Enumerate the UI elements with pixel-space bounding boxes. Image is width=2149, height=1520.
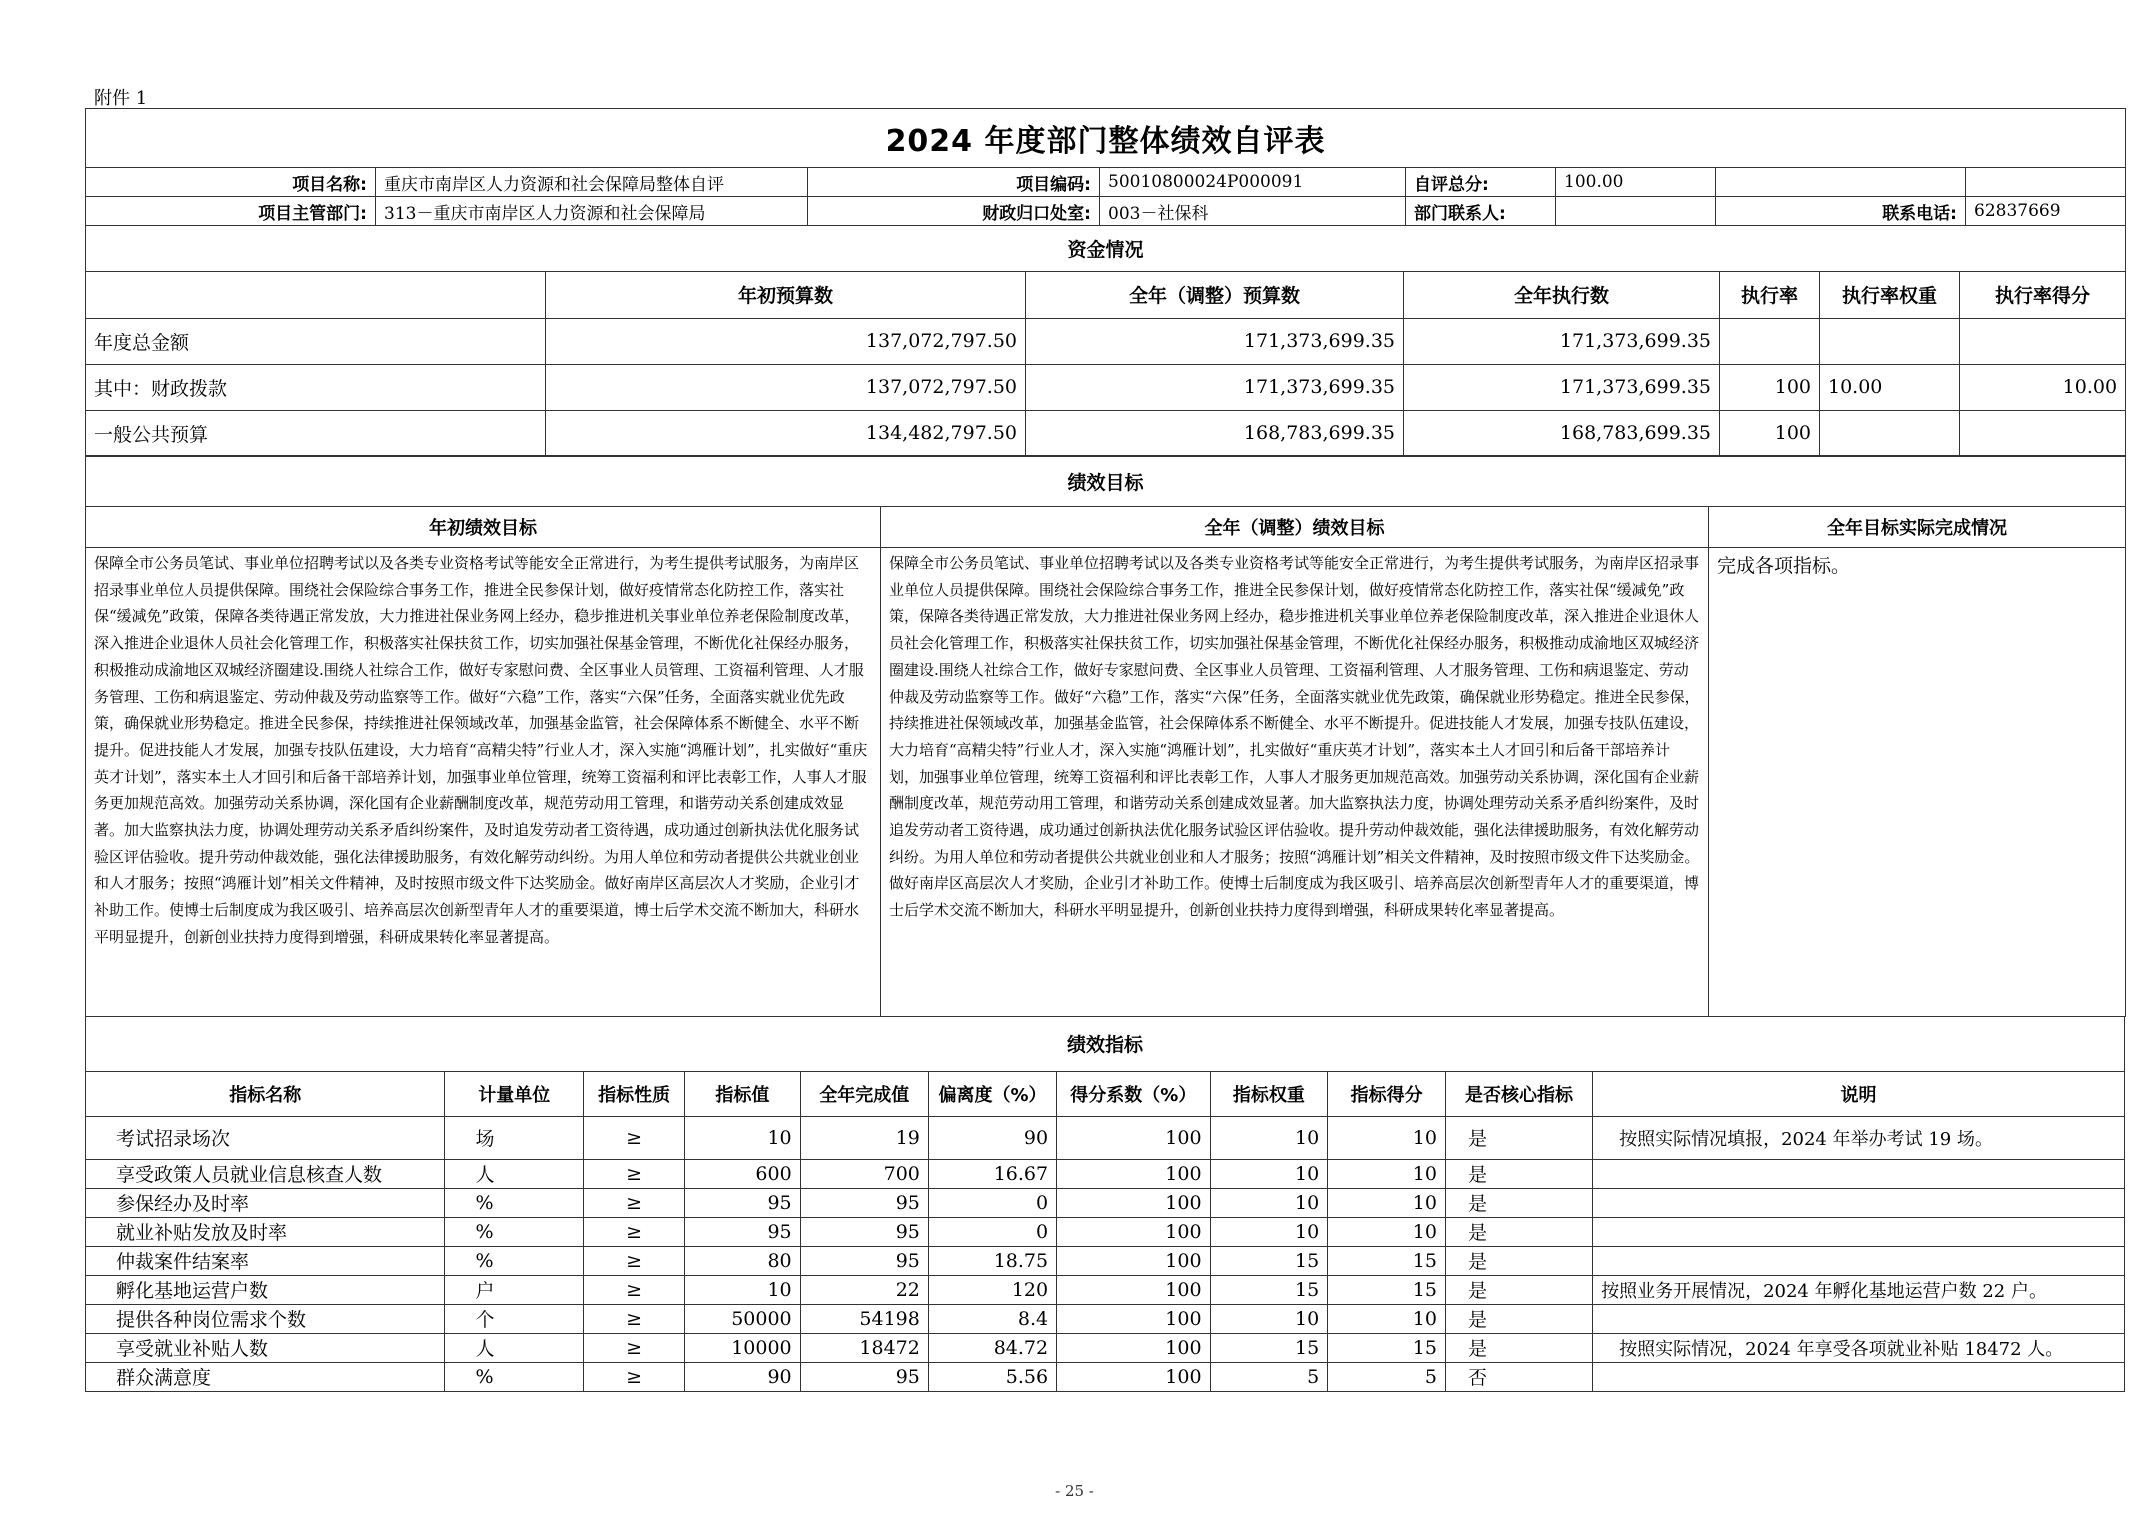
indicator-coef: 100 bbox=[1057, 1217, 1210, 1246]
indicator-core: 是 bbox=[1445, 1159, 1592, 1188]
indicator-deviation: 16.67 bbox=[928, 1159, 1056, 1188]
indicator-nature: ≥ bbox=[584, 1188, 685, 1217]
indicator-unit: 人 bbox=[445, 1333, 584, 1362]
project-code-value: 50010800024P000091 bbox=[1100, 168, 1406, 197]
empty-cell bbox=[86, 1391, 2125, 1432]
indicator-note bbox=[1593, 1246, 2125, 1275]
fund-rate: 100 bbox=[1720, 410, 1820, 456]
funds-table bbox=[85, 225, 2126, 457]
indicator-actual: 22 bbox=[800, 1275, 928, 1304]
indicator-unit: 人 bbox=[445, 1159, 584, 1188]
fund-name: 年度总金额 bbox=[86, 318, 546, 364]
contact-label: 部门联系人: bbox=[1406, 197, 1556, 226]
fund-executed: 171,373,699.35 bbox=[1404, 364, 1720, 410]
table-row bbox=[86, 1246, 2125, 1275]
indicator-core: 是 bbox=[1445, 1116, 1592, 1159]
indicator-weight: 10 bbox=[1210, 1304, 1328, 1333]
indicator-col-header: 说明 bbox=[1593, 1071, 2125, 1116]
indicator-core: 是 bbox=[1445, 1275, 1592, 1304]
indicator-nature: ≥ bbox=[584, 1275, 685, 1304]
finance-label: 财政归口处室: bbox=[808, 197, 1100, 226]
indicators-table bbox=[85, 1016, 2125, 1432]
project-code-label: 项目编码: bbox=[808, 168, 1100, 197]
finance-value: 003－社保科 bbox=[1100, 197, 1406, 226]
indicator-deviation: 0 bbox=[928, 1217, 1056, 1246]
indicator-target: 95 bbox=[685, 1188, 801, 1217]
indicator-unit: 个 bbox=[445, 1304, 584, 1333]
indicator-note: 按照实际情况填报，2024 年举办考试 19 场。 bbox=[1593, 1116, 2125, 1159]
score-value: 100.00 bbox=[1556, 168, 1716, 197]
indicator-actual: 19 bbox=[800, 1116, 928, 1159]
indicator-weight: 10 bbox=[1210, 1116, 1328, 1159]
indicator-note: 按照业务开展情况，2024 年孵化基地运营户数 22 户。 bbox=[1593, 1275, 2125, 1304]
fund-weight bbox=[1820, 318, 1960, 364]
table-row bbox=[86, 1188, 2125, 1217]
indicator-core: 是 bbox=[1445, 1217, 1592, 1246]
goals-table bbox=[85, 455, 2126, 1017]
indicator-score: 10 bbox=[1328, 1304, 1446, 1333]
indicator-core: 否 bbox=[1445, 1362, 1592, 1391]
indicator-name: 群众满意度 bbox=[86, 1362, 445, 1391]
fund-score bbox=[1960, 410, 2126, 456]
goals-section-title: 绩效目标 bbox=[86, 456, 2126, 507]
initial-goal-text: 保障全市公务员笔试、事业单位招聘考试以及各类专业资格考试等能安全正常进行，为考生提供考试服务，为南岸区招录事业单位人员提供保障。围绕社会保险综合事务工作，推进全民参保计划，做好疫情常态化防控工作，落实社保“缓减免”政策，保障各类待遇正常发放，大力推进社保业务网上经办，稳步推进机关事业单位养老保险制度改革，深入推进企业退休人员社会化管理工作，积极落实社保扶贫工作，切实加强社保基金管理，不断优化社保经办服务，积极推动成渝地区双城经济圈建设.围绕人社综合工作，做好专家慰问费、全区事业人员管理、工资福利管理、人才服务管理、工伤和病退鉴定、劳动仲裁及劳动监察等工作。做好“六稳”工作，落实“六保”任务，全面落实就业优先政策，确保就业形势稳定。推进全民参保，持续推进社保领域改革，加强基金监管，社会保障体系不断健全、水平不断提升。促进技能人才发展，加强专技队伍建设，大力培育“高精尖特”行业人才，深入实施“鸿雁计划”，扎实做好“重庆英才计划”，落实本土人才回引和后备干部培养计划，加强事业单位管理，统筹工资福利和评比表彰工作，人事人才服务更加规范高效。加强劳动关系协调，深化国有企业薪酬制度改革，规范劳动用工管理，和谐劳动关系创建成效显著。加大监察执法力度，协调处理劳动关系矛盾纠纷案件，及时追发劳动者工资待遇，成功通过创新执法优化服务试验区评估验收。提升劳动仲裁效能，强化法律援助服务，有效化解劳动纠纷。为用人单位和劳动者提供公共就业创业和人才服务；按照“鸿雁计划”相关文件精神，及时按照市级文件下达奖励金。做好南岸区高层次人才奖励，企业引才补助工作。使博士后制度成为我区吸引、培养高层次创新型青年人才的重要渠道，博士后学术交流不断加大，科研水平明显提升，创新创业扶持力度得到增强，科研成果转化率显著提高。 bbox=[86, 548, 881, 1017]
indicator-col-header: 计量单位 bbox=[445, 1071, 584, 1116]
indicator-actual: 95 bbox=[800, 1362, 928, 1391]
indicator-note bbox=[1593, 1159, 2125, 1188]
indicator-nature: ≥ bbox=[584, 1304, 685, 1333]
indicator-target: 95 bbox=[685, 1217, 801, 1246]
fund-weight: 10.00 bbox=[1820, 364, 1960, 410]
indicator-weight: 10 bbox=[1210, 1188, 1328, 1217]
indicator-col-header: 指标权重 bbox=[1210, 1071, 1328, 1116]
indicator-name: 考试招录场次 bbox=[86, 1116, 445, 1159]
indicator-core: 是 bbox=[1445, 1188, 1592, 1217]
indicator-weight: 10 bbox=[1210, 1217, 1328, 1246]
indicator-coef: 100 bbox=[1057, 1275, 1210, 1304]
funds-col-header: 全年执行数 bbox=[1404, 271, 1720, 318]
table-row bbox=[86, 1304, 2125, 1333]
empty-cell bbox=[1966, 168, 2126, 197]
fund-rate: 100 bbox=[1720, 364, 1820, 410]
indicator-score: 10 bbox=[1328, 1159, 1446, 1188]
indicator-weight: 5 bbox=[1210, 1362, 1328, 1391]
page-number: - 25 - bbox=[1055, 1482, 1094, 1500]
indicator-target: 90 bbox=[685, 1362, 801, 1391]
indicator-actual: 95 bbox=[800, 1188, 928, 1217]
indicator-deviation: 84.72 bbox=[928, 1333, 1056, 1362]
contact-value bbox=[1556, 197, 1716, 226]
indicator-name: 参保经办及时率 bbox=[86, 1188, 445, 1217]
indicator-deviation: 18.75 bbox=[928, 1246, 1056, 1275]
indicator-coef: 100 bbox=[1057, 1159, 1210, 1188]
dept-label: 项目主管部门: bbox=[86, 197, 376, 226]
indicator-target: 80 bbox=[685, 1246, 801, 1275]
indicator-unit: % bbox=[445, 1188, 584, 1217]
indicator-col-header: 指标名称 bbox=[86, 1071, 445, 1116]
indicator-actual: 18472 bbox=[800, 1333, 928, 1362]
indicator-core: 是 bbox=[1445, 1246, 1592, 1275]
indicator-note bbox=[1593, 1362, 2125, 1391]
indicator-unit: 户 bbox=[445, 1275, 584, 1304]
fund-adjusted: 171,373,699.35 bbox=[1026, 364, 1404, 410]
empty-cell bbox=[1716, 168, 1966, 197]
indicator-nature: ≥ bbox=[584, 1246, 685, 1275]
indicator-core: 是 bbox=[1445, 1333, 1592, 1362]
indicator-coef: 100 bbox=[1057, 1362, 1210, 1391]
indicator-coef: 100 bbox=[1057, 1188, 1210, 1217]
indicator-name: 孵化基地运营户数 bbox=[86, 1275, 445, 1304]
fund-name: 其中：财政拨款 bbox=[86, 364, 546, 410]
indicator-name: 提供各种岗位需求个数 bbox=[86, 1304, 445, 1333]
adjusted-goal-text: 保障全市公务员笔试、事业单位招聘考试以及各类专业资格考试等能安全正常进行，为考生提供考试服务，为南岸区招录事业单位人员提供保障。围绕社会保险综合事务工作，推进全民参保计划，做好疫情常态化防控工作，落实社保“缓减免”政策，保障各类待遇正常发放，大力推进社保业务网上经办，稳步推进机关事业单位养老保险制度改革，深入推进企业退休人员社会化管理工作，积极落实社保扶贫工作，切实加强社保基金管理，不断优化社保经办服务，积极推动成渝地区双城经济圈建设.围绕人社综合工作，做好专家慰问费、全区事业人员管理、工资福利管理、人才服务管理、工伤和病退鉴定、劳动仲裁及劳动监察等工作。做好“六稳”工作，落实“六保”任务，全面落实就业优先政策，确保就业形势稳定。推进全民参保，持续推进社保领域改革，加强基金监管，社会保障体系不断健全、水平不断提升。促进技能人才发展，加强专技队伍建设，大力培育“高精尖特”行业人才，深入实施“鸿雁计划”，扎实做好“重庆英才计划”，落实本土人才回引和后备干部培养计划，加强事业单位管理，统筹工资福利和评比表彰工作，人事人才服务更加规范高效。加强劳动关系协调，深化国有企业薪酬制度改革，规范劳动用工管理，和谐劳动关系创建成效显著。加大监察执法力度，协调处理劳动关系矛盾纠纷案件，及时追发劳动者工资待遇，成功通过创新执法优化服务试验区评估验收。提升劳动仲裁效能，强化法律援助服务，有效化解劳动纠纷。为用人单位和劳动者提供公共就业创业和人才服务；按照“鸿雁计划”相关文件精神，及时按照市级文件下达奖励金。做好南岸区高层次人才奖励，企业引才补助工作。使博士后制度成为我区吸引、培养高层次创新型青年人才的重要渠道，博士后学术交流不断加大，科研水平明显提升，创新创业扶持力度得到增强，科研成果转化率显著提高。 bbox=[881, 548, 1709, 1017]
indicator-nature: ≥ bbox=[584, 1333, 685, 1362]
phone-label: 联系电话: bbox=[1716, 197, 1966, 226]
header-table bbox=[85, 108, 2126, 226]
indicator-col-header: 指标得分 bbox=[1328, 1071, 1446, 1116]
indicator-weight: 10 bbox=[1210, 1159, 1328, 1188]
indicator-unit: % bbox=[445, 1246, 584, 1275]
indicator-unit: 场 bbox=[445, 1116, 584, 1159]
indicator-name: 享受政策人员就业信息核查人数 bbox=[86, 1159, 445, 1188]
dept-value: 313－重庆市南岸区人力资源和社会保障局 bbox=[376, 197, 808, 226]
indicator-weight: 15 bbox=[1210, 1333, 1328, 1362]
funds-col-header bbox=[86, 271, 546, 318]
attachment-label: 附件 1 bbox=[94, 88, 148, 109]
indicator-deviation: 0 bbox=[928, 1188, 1056, 1217]
fund-rate bbox=[1720, 318, 1820, 364]
indicator-actual: 95 bbox=[800, 1246, 928, 1275]
indicator-col-header: 是否核心指标 bbox=[1445, 1071, 1592, 1116]
table-row bbox=[86, 1362, 2125, 1391]
indicator-coef: 100 bbox=[1057, 1246, 1210, 1275]
indicator-coef: 100 bbox=[1057, 1333, 1210, 1362]
indicator-weight: 15 bbox=[1210, 1246, 1328, 1275]
fund-initial: 134,482,797.50 bbox=[546, 410, 1026, 456]
fund-weight bbox=[1820, 410, 1960, 456]
table-row bbox=[86, 1217, 2125, 1246]
evaluation-form bbox=[85, 108, 2125, 1432]
table-row bbox=[86, 1159, 2125, 1188]
indicator-note bbox=[1593, 1217, 2125, 1246]
indicator-score: 15 bbox=[1328, 1246, 1446, 1275]
completion-text: 完成各项指标。 bbox=[1709, 548, 2126, 1017]
indicator-deviation: 90 bbox=[928, 1116, 1056, 1159]
fund-executed: 171,373,699.35 bbox=[1404, 318, 1720, 364]
indicator-nature: ≥ bbox=[584, 1217, 685, 1246]
funds-col-header: 执行率 bbox=[1720, 271, 1820, 318]
indicator-name: 仲裁案件结案率 bbox=[86, 1246, 445, 1275]
project-name-label: 项目名称: bbox=[86, 168, 376, 197]
indicators-body bbox=[86, 1116, 2125, 1391]
fund-adjusted: 171,373,699.35 bbox=[1026, 318, 1404, 364]
indicator-col-header: 全年完成值 bbox=[800, 1071, 928, 1116]
indicator-target: 50000 bbox=[685, 1304, 801, 1333]
fund-adjusted: 168,783,699.35 bbox=[1026, 410, 1404, 456]
table-row bbox=[86, 1333, 2125, 1362]
funds-row bbox=[86, 410, 2126, 456]
fund-executed: 168,783,699.35 bbox=[1404, 410, 1720, 456]
indicator-coef: 100 bbox=[1057, 1116, 1210, 1159]
indicator-score: 15 bbox=[1328, 1275, 1446, 1304]
initial-goal-header: 年初绩效目标 bbox=[86, 507, 881, 548]
indicator-target: 10 bbox=[685, 1275, 801, 1304]
indicator-note bbox=[1593, 1304, 2125, 1333]
indicator-nature: ≥ bbox=[584, 1362, 685, 1391]
funds-row bbox=[86, 318, 2126, 364]
indicator-deviation: 8.4 bbox=[928, 1304, 1056, 1333]
funds-col-header: 执行率得分 bbox=[1960, 271, 2126, 318]
indicator-unit: % bbox=[445, 1217, 584, 1246]
indicator-nature: ≥ bbox=[584, 1116, 685, 1159]
indicator-actual: 95 bbox=[800, 1217, 928, 1246]
indicator-target: 10000 bbox=[685, 1333, 801, 1362]
indicator-score: 15 bbox=[1328, 1333, 1446, 1362]
indicator-deviation: 120 bbox=[928, 1275, 1056, 1304]
adjusted-goal-header: 全年（调整）绩效目标 bbox=[881, 507, 1709, 548]
indicator-note bbox=[1593, 1188, 2125, 1217]
indicator-coef: 100 bbox=[1057, 1304, 1210, 1333]
indicator-col-header: 偏离度（%） bbox=[928, 1071, 1056, 1116]
project-name-value: 重庆市南岸区人力资源和社会保障局整体自评 bbox=[376, 168, 808, 197]
funds-row bbox=[86, 364, 2126, 410]
indicator-actual: 700 bbox=[800, 1159, 928, 1188]
indicator-score: 5 bbox=[1328, 1362, 1446, 1391]
phone-value: 62837669 bbox=[1966, 197, 2126, 226]
indicator-actual: 54198 bbox=[800, 1304, 928, 1333]
indicator-weight: 15 bbox=[1210, 1275, 1328, 1304]
funds-section-title: 资金情况 bbox=[86, 225, 2126, 271]
indicator-col-header: 指标性质 bbox=[584, 1071, 685, 1116]
indicator-target: 600 bbox=[685, 1159, 801, 1188]
funds-col-header: 执行率权重 bbox=[1820, 271, 1960, 318]
funds-col-header: 全年（调整）预算数 bbox=[1026, 271, 1404, 318]
indicators-section-title: 绩效指标 bbox=[86, 1016, 2125, 1071]
page-title: 2024 年度部门整体绩效自评表 bbox=[86, 109, 2126, 168]
indicator-core: 是 bbox=[1445, 1304, 1592, 1333]
completion-header: 全年目标实际完成情况 bbox=[1709, 507, 2126, 548]
indicator-col-header: 得分系数（%） bbox=[1057, 1071, 1210, 1116]
fund-initial: 137,072,797.50 bbox=[546, 318, 1026, 364]
indicator-name: 享受就业补贴人数 bbox=[86, 1333, 445, 1362]
table-row bbox=[86, 1275, 2125, 1304]
fund-score: 10.00 bbox=[1960, 364, 2126, 410]
table-row bbox=[86, 1116, 2125, 1159]
indicator-unit: % bbox=[445, 1362, 584, 1391]
indicator-note: 按照实际情况，2024 年享受各项就业补贴 18472 人。 bbox=[1593, 1333, 2125, 1362]
fund-name: 一般公共预算 bbox=[86, 410, 546, 456]
indicator-nature: ≥ bbox=[584, 1159, 685, 1188]
score-label: 自评总分: bbox=[1406, 168, 1556, 197]
indicator-name: 就业补贴发放及时率 bbox=[86, 1217, 445, 1246]
funds-col-header: 年初预算数 bbox=[546, 271, 1026, 318]
indicator-score: 10 bbox=[1328, 1217, 1446, 1246]
indicator-deviation: 5.56 bbox=[928, 1362, 1056, 1391]
indicator-score: 10 bbox=[1328, 1188, 1446, 1217]
indicator-target: 10 bbox=[685, 1116, 801, 1159]
fund-score bbox=[1960, 318, 2126, 364]
indicator-col-header: 指标值 bbox=[685, 1071, 801, 1116]
fund-initial: 137,072,797.50 bbox=[546, 364, 1026, 410]
indicator-score: 10 bbox=[1328, 1116, 1446, 1159]
